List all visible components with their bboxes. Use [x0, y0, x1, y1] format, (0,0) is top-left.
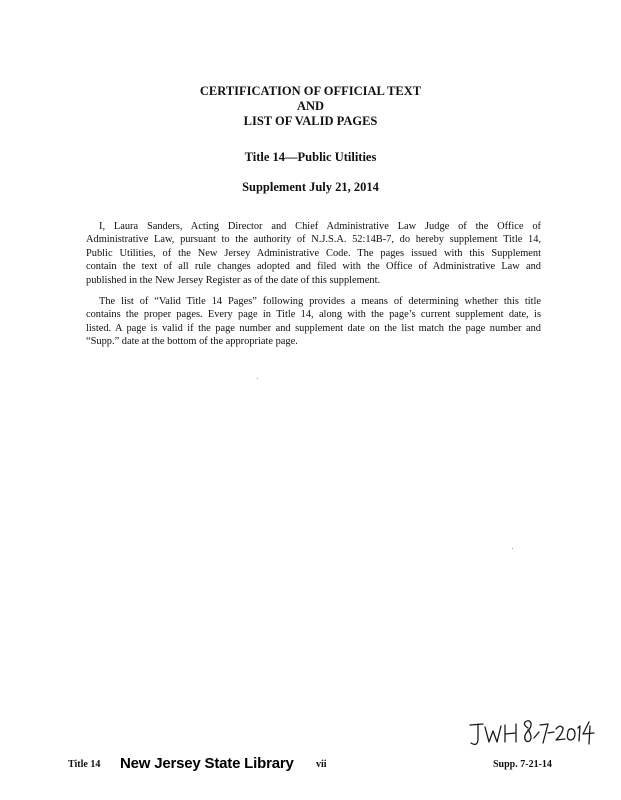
heading-certification: CERTIFICATION OF OFFICIAL TEXT	[199, 84, 422, 98]
page-number: vii	[316, 759, 327, 770]
footer-supplement-date: Supp. 7-21-14	[493, 759, 552, 770]
paragraph-line: listed. A page is valid if the page number and supplement date on the list match the page number and	[86, 322, 541, 334]
library-stamp: New Jersey State Library	[120, 755, 294, 772]
heading-list-of-valid-pages: LIST OF VALID PAGES	[243, 114, 378, 128]
paragraph-line: contains the proper pages. Every page in Title 14, along with the page’s current supplement date, is	[86, 309, 541, 321]
document-title: Title 14—Public Utilities	[244, 150, 377, 164]
paragraph-line: published in the New Jersey Register as of the date of this supplement.	[86, 274, 381, 286]
certification-paragraph	[86, 220, 541, 287]
scan-speck	[512, 548, 513, 549]
paragraph-line: contain the text of all rule changes adopted and filed with the Office of Administrative Law and	[86, 261, 541, 273]
footer-title-number: Title 14	[68, 759, 101, 770]
heading-and: AND	[296, 99, 325, 113]
handwritten-signature	[468, 716, 598, 750]
paragraph-line: Public Utilities, of the New Jersey Administrative Code. The pages issued with this Supplement	[86, 247, 541, 259]
paragraph-line: “Supp.” date at the bottom of the appropriate page.	[86, 336, 298, 348]
paragraph-line: I, Laura Sanders, Acting Director and Chief Administrative Law Judge of the Office of	[99, 221, 541, 232]
supplement-date: Supplement July 21, 2014	[242, 180, 379, 194]
valid-pages-paragraph	[86, 295, 541, 349]
scan-speck	[257, 378, 258, 379]
paragraph-line: The list of “Valid Title 14 Pages” following provides a means of determining whether this title	[99, 296, 541, 307]
paragraph-line: Administrative Law, pursuant to the authority of N.J.S.A. 52:14B-7, do hereby supplement Title 14,	[86, 234, 541, 246]
